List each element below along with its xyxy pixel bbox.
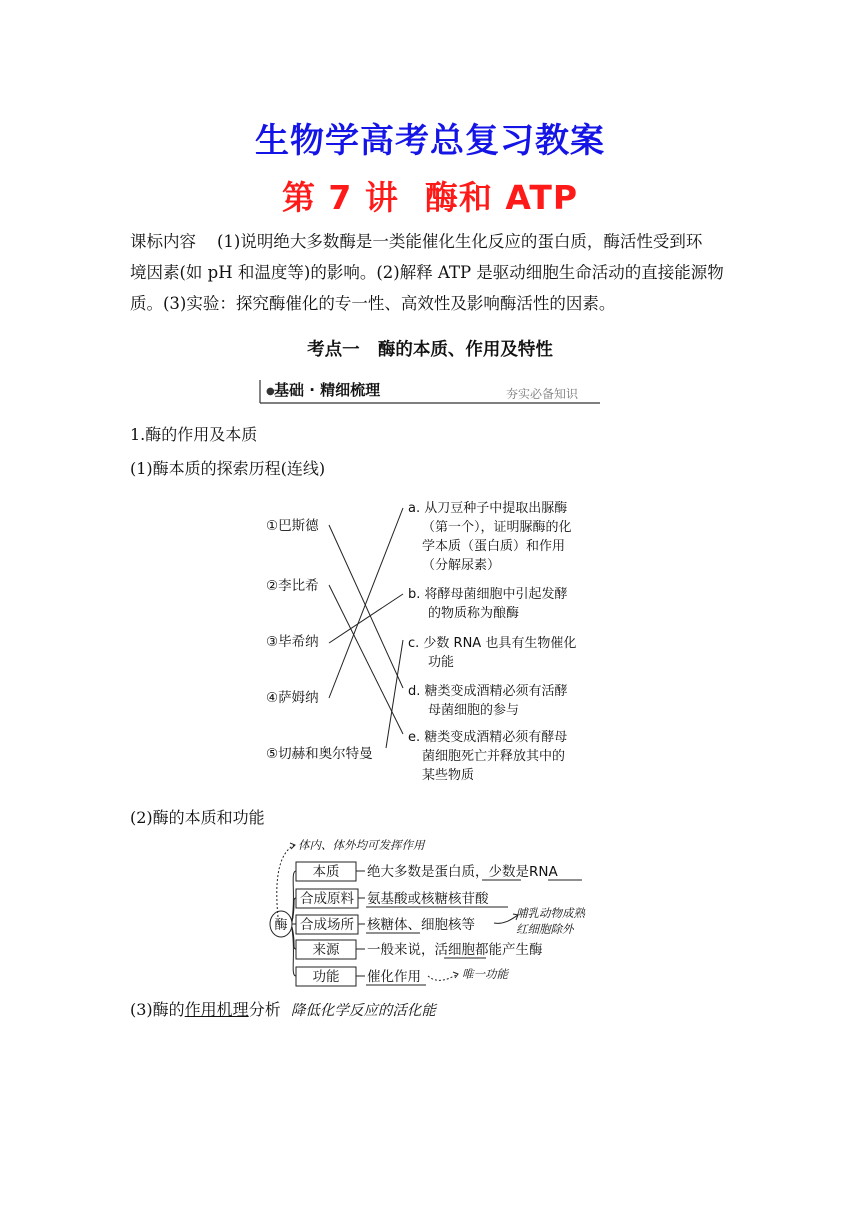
statement-d-1: d. 糖类变成酒精必须有活酵 — [408, 684, 568, 699]
link-3-b — [329, 594, 403, 643]
section-label: 考点一 — [307, 340, 360, 360]
statement-d-2: 母菌细胞的参与 — [428, 703, 520, 718]
curriculum-label: 课标内容 — [130, 232, 196, 251]
statement-a-1: a. 从刀豆种子中提取出脲酶 — [408, 501, 568, 516]
value-nature: 绝大多数是蛋白质，少数是RNA — [367, 864, 558, 880]
lecture-number: 第 7 讲 — [281, 178, 399, 217]
banner-subtitle: 夯实必备知识 — [506, 387, 579, 401]
subheading-nature: (2)酶的本质和功能 — [130, 808, 265, 827]
label-function: 功能 — [312, 969, 340, 985]
statement-a-4: （分解尿素） — [422, 558, 501, 573]
scientist-2: ②李比希 — [266, 578, 319, 594]
curriculum-text-1: (1)说明绝大多数酶是一类能催化生化反应的蛋白质，酶活性受到环 — [216, 232, 703, 251]
statement-b-2: 的物质称为酿酶 — [428, 606, 520, 621]
statement-e-3: 某些物质 — [422, 768, 475, 783]
subheading-mechanism — [130, 997, 436, 1020]
statement-c-1: c. 少数 RNA 也具有生物催化 — [408, 636, 577, 651]
curriculum-line-2: 境因素(如 pH 和温度等)的影响。(2)解释 ATP 是驱动细胞生命活动的直接能源物 — [130, 263, 724, 282]
mechanism-underlined: 作用机理 — [184, 1000, 249, 1019]
banner-title: 基础 · 精细梳理 — [274, 381, 381, 399]
curriculum-paragraph — [130, 226, 732, 319]
matching-lines — [258, 490, 604, 790]
label-site: 合成场所 — [300, 917, 354, 933]
value-source: 一般来说，活细胞都能产生酶 — [367, 942, 543, 958]
heading-enzyme-function: 1.酶的作用及本质 — [130, 425, 258, 444]
statement-a-2: （第一个），证明脲酶的化 — [422, 520, 572, 535]
matching-diagram — [258, 490, 604, 790]
note-rbc-2: 红细胞除外 — [516, 922, 574, 936]
concept-map — [268, 835, 608, 987]
section-heading — [0, 336, 860, 361]
lecture-topic: 酶和 ATP — [424, 178, 579, 217]
statement-e-1: e. 糖类变成酒精必须有酵母 — [408, 730, 568, 745]
document-title: 生物学高考总复习教案 — [255, 121, 605, 161]
value-raw-material: 氨基酸或核糖核苷酸 — [367, 891, 489, 907]
note-rbc-1: 哺乳动物成熟 — [516, 906, 585, 920]
label-nature: 本质 — [312, 864, 340, 880]
concept-map-drawing — [268, 835, 608, 987]
center-node: 酶 — [274, 918, 288, 933]
value-site: 核糖体、细胞核等 — [367, 917, 475, 933]
label-raw-material: 合成原料 — [300, 891, 354, 907]
value-function: 催化作用 — [367, 969, 421, 985]
statement-b-1: b. 将酵母菌细胞中引起发酵 — [408, 587, 568, 602]
subheading-history: (1)酶本质的探索历程(连线) — [130, 459, 326, 478]
lecture-title — [0, 172, 860, 219]
scientist-3: ③毕希纳 — [266, 634, 319, 650]
note-only-function: 唯一功能 — [462, 967, 508, 981]
curriculum-line-3: 质。(3)实验：探究酶催化的专一性、高效性及影响酶活性的因素。 — [130, 294, 616, 313]
link-4-a — [329, 508, 403, 698]
mechanism-handwritten: 降低化学反应的活化能 — [290, 1003, 436, 1019]
svg-text:●: ● — [266, 386, 275, 397]
scientist-1: ①巴斯德 — [266, 518, 319, 534]
statement-e-2: 菌细胞死亡并释放其中的 — [422, 749, 566, 764]
statement-a-3: 学本质（蛋白质）和作用 — [422, 539, 566, 554]
statement-c-2: 功能 — [428, 655, 455, 670]
mechanism-suffix: 分析 — [248, 1000, 281, 1019]
section-title: 酶的本质、作用及特性 — [377, 340, 553, 360]
mechanism-prefix: (3)酶的 — [130, 1000, 185, 1019]
basics-banner — [258, 376, 602, 406]
scientist-4: ④萨姆纳 — [266, 690, 319, 706]
label-source: 来源 — [312, 942, 340, 958]
scientist-5: ⑤切赫和奥尔特曼 — [266, 746, 373, 762]
curriculum-line-1 — [130, 226, 732, 257]
note-in-vitro: 体内、体外均可发挥作用 — [298, 838, 425, 852]
